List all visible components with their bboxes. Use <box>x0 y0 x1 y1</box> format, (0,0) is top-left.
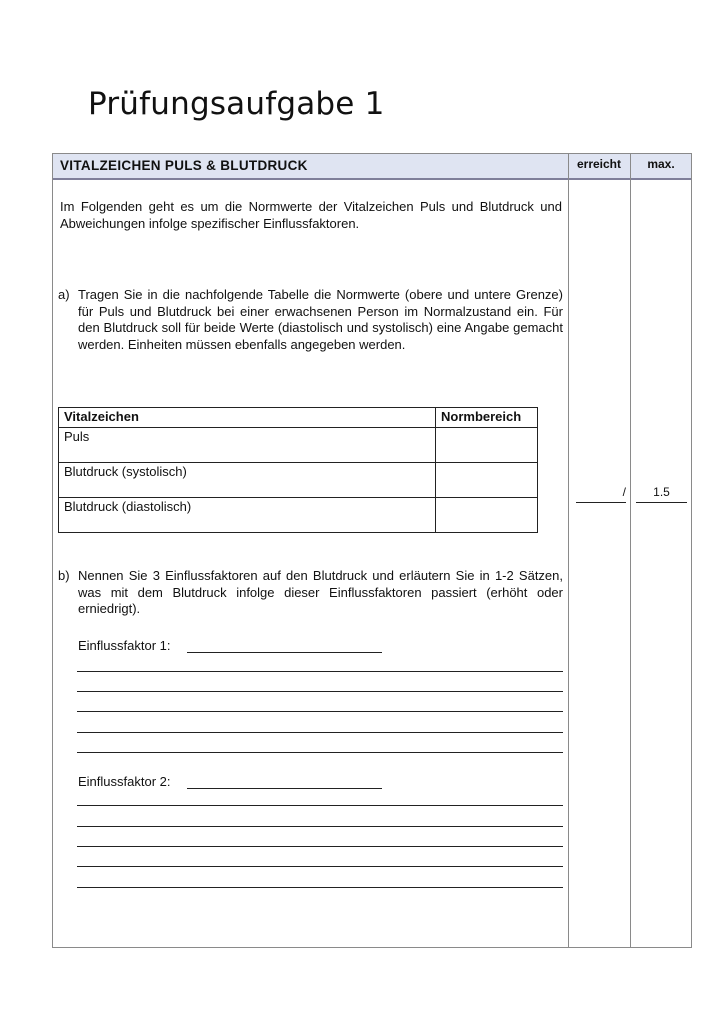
column-divider <box>630 154 631 947</box>
factor-2-label: Einflussfaktor 2: <box>78 774 171 789</box>
table-cell-label: Puls <box>59 428 436 463</box>
answer-line[interactable] <box>77 826 563 827</box>
table-cell-label: Blutdruck (diastolisch) <box>59 498 436 533</box>
intro-text: Im Folgenden geht es um die Normwerte der Vitalzeichen Puls und Blutdruck und Abweichungen infolge spezifischer Einflussfaktoren. <box>60 199 562 231</box>
factor-1-label: Einflussfaktor 1: <box>78 638 171 653</box>
table-row <box>59 498 538 533</box>
table-cell-answer[interactable] <box>436 463 538 498</box>
table-row <box>59 428 538 463</box>
score-max-line <box>636 502 687 503</box>
page-title: Prüfungsaufgabe 1 <box>88 86 385 122</box>
answer-line[interactable] <box>77 805 563 806</box>
score-achieved: / <box>622 485 626 499</box>
question-label: b) <box>58 568 70 583</box>
answer-line[interactable] <box>77 711 563 712</box>
question-text: Nennen Sie 3 Einflussfaktoren auf den Blutdruck und erläutern Sie in 1-2 Sätzen, was mit dem Blutdruck infolge dieser Einflussfaktoren passiert (erhöht oder erniedrigt). <box>78 568 563 616</box>
factor-2-input-line[interactable] <box>187 788 382 789</box>
question-label: a) <box>58 287 70 302</box>
column-divider <box>568 154 569 947</box>
column-header-erreicht: erreicht <box>576 157 622 171</box>
table-cell-answer[interactable] <box>436 428 538 463</box>
column-header-max: max. <box>647 157 675 171</box>
answer-line[interactable] <box>77 887 563 888</box>
score-max: 1.5 <box>653 485 670 499</box>
task-frame <box>52 153 692 948</box>
answer-line[interactable] <box>77 691 563 692</box>
table-header-normbereich: Normbereich <box>436 408 538 428</box>
table-header-vitalzeichen: Vitalzeichen <box>59 408 436 428</box>
score-achieved-line[interactable] <box>576 502 626 503</box>
table-cell-answer[interactable] <box>436 498 538 533</box>
answer-line[interactable] <box>77 866 563 867</box>
question-text: Tragen Sie in die nachfolgende Tabelle die Normwerte (obere und untere Grenze) für Puls und Blutdruck bei einer erwachsenen Person im Normalzustand ein. Für den Blutdruck soll für beide Werte (diastolisch und systolisch) eine Angabe gemacht werden. Einheiten müssen ebenfalls angegeben werden. <box>78 287 563 352</box>
section-title: VITALZEICHEN PULS & BLUTDRUCK <box>60 158 308 173</box>
answer-line[interactable] <box>77 752 563 753</box>
table-header-row <box>59 408 538 428</box>
question-b <box>58 568 563 618</box>
factor-1-input-line[interactable] <box>187 652 382 653</box>
answer-line[interactable] <box>77 732 563 733</box>
table-cell-label: Blutdruck (systolisch) <box>59 463 436 498</box>
table-row <box>59 463 538 498</box>
vital-signs-table <box>58 407 538 533</box>
question-a <box>58 287 563 353</box>
answer-line[interactable] <box>77 846 563 847</box>
answer-line[interactable] <box>77 671 563 672</box>
